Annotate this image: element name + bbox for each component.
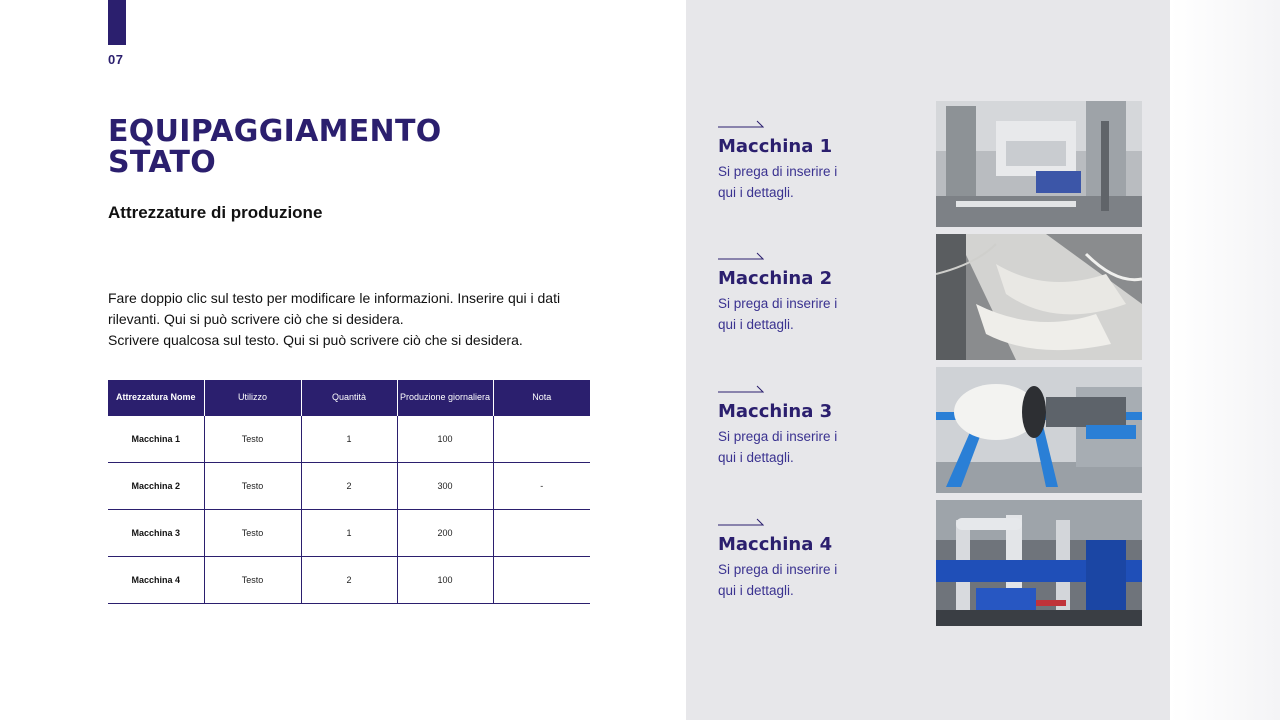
table-row	[108, 462, 590, 509]
page-marker-bar	[108, 0, 126, 45]
machine-photo-4	[936, 500, 1142, 626]
arrow-icon	[718, 118, 764, 128]
arrow-icon	[718, 516, 764, 526]
cell-note	[493, 556, 590, 603]
machine-description: Si prega di inserire i qui i dettagli.	[718, 164, 838, 200]
cell-daily-production: 100	[397, 556, 493, 603]
panel-edge	[1170, 0, 1280, 720]
cell-daily-production: 100	[397, 415, 493, 462]
equipment-table	[108, 380, 590, 604]
cell-quantity: 2	[301, 556, 397, 603]
page-title-line-2: STATO	[108, 145, 217, 180]
machine-description: Si prega di inserire i qui i dettagli.	[718, 562, 838, 598]
header-usage: Utilizzo	[204, 380, 301, 415]
header-equipment-name: Attrezzatura Nome	[108, 380, 204, 415]
cell-usage: Testo	[204, 509, 301, 556]
machine-title: Macchina 1	[718, 136, 833, 157]
cell-usage: Testo	[204, 415, 301, 462]
header-daily-production: Produzione giornaliera	[397, 380, 493, 415]
table-row	[108, 415, 590, 462]
page-number: 07	[108, 52, 124, 67]
cell-usage: Testo	[204, 556, 301, 603]
machine-card-3	[718, 383, 918, 468]
cell-note: -	[493, 462, 590, 509]
cell-quantity: 1	[301, 415, 397, 462]
table-row	[108, 509, 590, 556]
cell-equipment-name: Macchina 2	[108, 462, 204, 509]
body-text-paragraph-2: Scrivere qualcosa sul testo. Qui si può scrivere ciò che si desidera.	[108, 332, 523, 348]
cell-equipment-name: Macchina 3	[108, 509, 204, 556]
machine-description: Si prega di inserire i qui i dettagli.	[718, 429, 838, 465]
table-row	[108, 556, 590, 603]
arrow-icon	[718, 250, 764, 260]
body-text	[108, 288, 598, 351]
page-subtitle: Attrezzature di produzione	[108, 203, 323, 222]
cell-equipment-name: Macchina 1	[108, 415, 204, 462]
cell-equipment-name: Macchina 4	[108, 556, 204, 603]
cell-note	[493, 509, 590, 556]
cell-daily-production: 300	[397, 462, 493, 509]
page-title	[108, 116, 528, 178]
cell-note	[493, 415, 590, 462]
machine-title: Macchina 4	[718, 534, 833, 555]
cell-quantity: 2	[301, 462, 397, 509]
cell-usage: Testo	[204, 462, 301, 509]
machine-photo-1	[936, 101, 1142, 227]
machine-card-1	[718, 118, 918, 203]
machine-photo-2	[936, 234, 1142, 360]
arrow-icon	[718, 383, 764, 393]
header-note: Nota	[493, 380, 590, 415]
machine-card-2	[718, 250, 918, 335]
header-quantity: Quantità	[301, 380, 397, 415]
body-text-paragraph-1: Fare doppio clic sul testo per modificare le informazioni. Inserire qui i dati rilevanti. Qui si può scrivere ciò che si desidera.	[108, 290, 561, 327]
cell-quantity: 1	[301, 509, 397, 556]
machine-title: Macchina 3	[718, 401, 833, 422]
machine-description: Si prega di inserire i qui i dettagli.	[718, 296, 838, 332]
machine-title: Macchina 2	[718, 268, 833, 289]
table-header-row	[108, 380, 590, 415]
machine-photo-3	[936, 367, 1142, 493]
page-title-line-1: EQUIPAGGIAMENTO	[108, 114, 442, 149]
cell-daily-production: 200	[397, 509, 493, 556]
machine-card-4	[718, 516, 918, 601]
